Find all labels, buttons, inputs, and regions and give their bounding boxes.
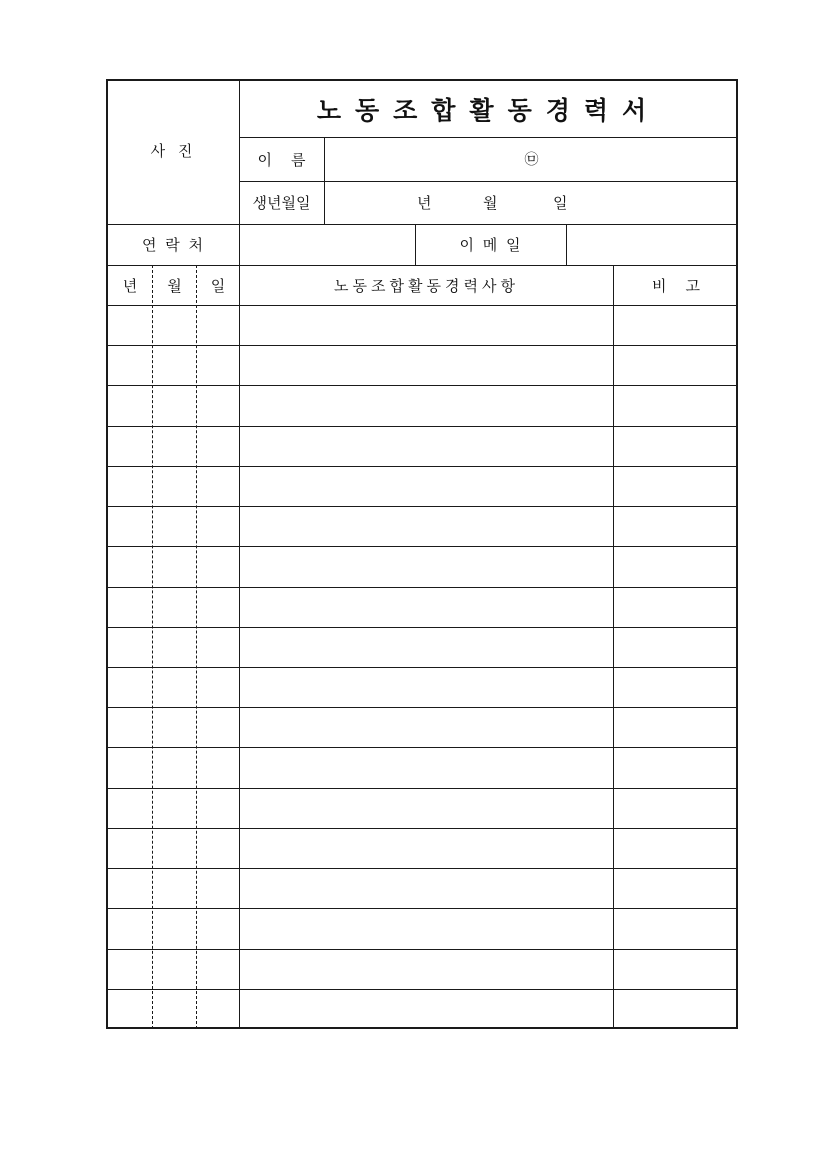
row-month-cell[interactable] — [153, 990, 196, 1029]
row-month-cell[interactable] — [153, 668, 196, 707]
row-month-cell[interactable] — [153, 306, 196, 345]
row-note-cell[interactable] — [614, 829, 738, 868]
row-year-cell[interactable] — [108, 829, 152, 868]
row-activity-cell[interactable] — [240, 789, 613, 828]
row-day-cell[interactable] — [197, 386, 239, 425]
photo-label: 사 진 — [150, 142, 197, 160]
row-month-cell[interactable] — [153, 748, 196, 787]
row-note-cell[interactable] — [614, 467, 738, 506]
career-form — [106, 79, 738, 1029]
row-day-cell[interactable] — [197, 708, 239, 747]
row-activity-cell[interactable] — [240, 748, 613, 787]
row-year-cell[interactable] — [108, 789, 152, 828]
email-field[interactable] — [567, 224, 738, 265]
birth-day-unit: 일 — [553, 194, 568, 212]
row-note-cell[interactable] — [614, 427, 738, 466]
row-note-cell[interactable] — [614, 668, 738, 707]
row-activity-cell[interactable] — [240, 547, 613, 586]
day-header: 일 — [210, 276, 226, 295]
birth-month-unit: 월 — [483, 194, 498, 212]
row-activity-cell[interactable] — [240, 668, 613, 707]
row-year-cell[interactable] — [108, 950, 152, 989]
row-note-cell[interactable] — [614, 748, 738, 787]
row-month-cell[interactable] — [153, 708, 196, 747]
email-label: 이 메 일 — [459, 236, 523, 254]
row-day-cell[interactable] — [197, 950, 239, 989]
row-year-cell[interactable] — [108, 628, 152, 667]
row-day-cell[interactable] — [197, 588, 239, 627]
document-title: 노동조합활동경력서 — [316, 96, 661, 125]
row-day-cell[interactable] — [197, 507, 239, 546]
row-activity-cell[interactable] — [240, 990, 613, 1029]
row-note-cell[interactable] — [614, 628, 738, 667]
row-month-cell[interactable] — [153, 588, 196, 627]
row-note-cell[interactable] — [614, 909, 738, 948]
row-year-cell[interactable] — [108, 547, 152, 586]
year-header: 년 — [122, 276, 138, 295]
activity-header: 노동조합활동경력사항 — [334, 276, 519, 295]
name-label: 이 름 — [257, 150, 306, 169]
row-day-cell[interactable] — [197, 427, 239, 466]
note-header: 비 고 — [651, 276, 701, 295]
row-activity-cell[interactable] — [240, 950, 613, 989]
row-day-cell[interactable] — [197, 909, 239, 948]
row-month-cell[interactable] — [153, 386, 196, 425]
row-year-cell[interactable] — [108, 467, 152, 506]
row-month-cell[interactable] — [153, 346, 196, 385]
row-month-cell[interactable] — [153, 427, 196, 466]
row-note-cell[interactable] — [614, 789, 738, 828]
row-month-cell[interactable] — [153, 547, 196, 586]
row-year-cell[interactable] — [108, 869, 152, 908]
row-month-cell[interactable] — [153, 467, 196, 506]
row-note-cell[interactable] — [614, 346, 738, 385]
row-day-cell[interactable] — [197, 829, 239, 868]
row-day-cell[interactable] — [197, 789, 239, 828]
row-year-cell[interactable] — [108, 990, 152, 1029]
row-day-cell[interactable] — [197, 628, 239, 667]
birth-label: 생년월일 — [252, 194, 311, 212]
row-month-cell[interactable] — [153, 909, 196, 948]
row-note-cell[interactable] — [614, 588, 738, 627]
row-day-cell[interactable] — [197, 547, 239, 586]
row-year-cell[interactable] — [108, 668, 152, 707]
birth-field[interactable] — [325, 181, 738, 224]
row-month-cell[interactable] — [153, 950, 196, 989]
row-note-cell[interactable] — [614, 547, 738, 586]
row-month-cell[interactable] — [153, 829, 196, 868]
row-month-cell[interactable] — [153, 507, 196, 546]
row-month-cell[interactable] — [153, 869, 196, 908]
row-note-cell[interactable] — [614, 507, 738, 546]
row-activity-cell[interactable] — [240, 306, 613, 345]
row-note-cell[interactable] — [614, 950, 738, 989]
row-year-cell[interactable] — [108, 748, 152, 787]
row-day-cell[interactable] — [197, 306, 239, 345]
row-day-cell[interactable] — [197, 346, 239, 385]
row-activity-cell[interactable] — [240, 386, 613, 425]
row-year-cell[interactable] — [108, 909, 152, 948]
name-field[interactable] — [325, 137, 738, 181]
row-note-cell[interactable] — [614, 386, 738, 425]
row-activity-cell[interactable] — [240, 869, 613, 908]
row-year-cell[interactable] — [108, 427, 152, 466]
row-note-cell[interactable] — [614, 990, 738, 1029]
row-year-cell[interactable] — [108, 708, 152, 747]
row-day-cell[interactable] — [197, 869, 239, 908]
photo-area — [108, 81, 239, 224]
row-day-cell[interactable] — [197, 467, 239, 506]
row-year-cell[interactable] — [108, 507, 152, 546]
row-year-cell[interactable] — [108, 346, 152, 385]
row-day-cell[interactable] — [197, 748, 239, 787]
month-header: 월 — [167, 276, 182, 295]
birth-year-unit: 년 — [417, 194, 432, 212]
row-note-cell[interactable] — [614, 306, 738, 345]
row-activity-cell[interactable] — [240, 588, 613, 627]
seal-mark: ㉤ — [524, 152, 539, 168]
row-activity-cell[interactable] — [240, 628, 613, 667]
contact-field[interactable] — [240, 224, 415, 265]
row-activity-cell[interactable] — [240, 507, 613, 546]
row-activity-cell[interactable] — [240, 427, 613, 466]
row-month-cell[interactable] — [153, 628, 196, 667]
row-activity-cell[interactable] — [240, 708, 613, 747]
row-month-cell[interactable] — [153, 789, 196, 828]
row-day-cell[interactable] — [197, 990, 239, 1029]
contact-label: 연 락 처 — [141, 236, 205, 254]
row-activity-cell[interactable] — [240, 909, 613, 948]
row-activity-cell[interactable] — [240, 346, 613, 385]
row-year-cell[interactable] — [108, 588, 152, 627]
row-year-cell[interactable] — [108, 306, 152, 345]
row-activity-cell[interactable] — [240, 829, 613, 868]
row-day-cell[interactable] — [197, 668, 239, 707]
row-note-cell[interactable] — [614, 869, 738, 908]
row-activity-cell[interactable] — [240, 467, 613, 506]
row-note-cell[interactable] — [614, 708, 738, 747]
row-year-cell[interactable] — [108, 386, 152, 425]
